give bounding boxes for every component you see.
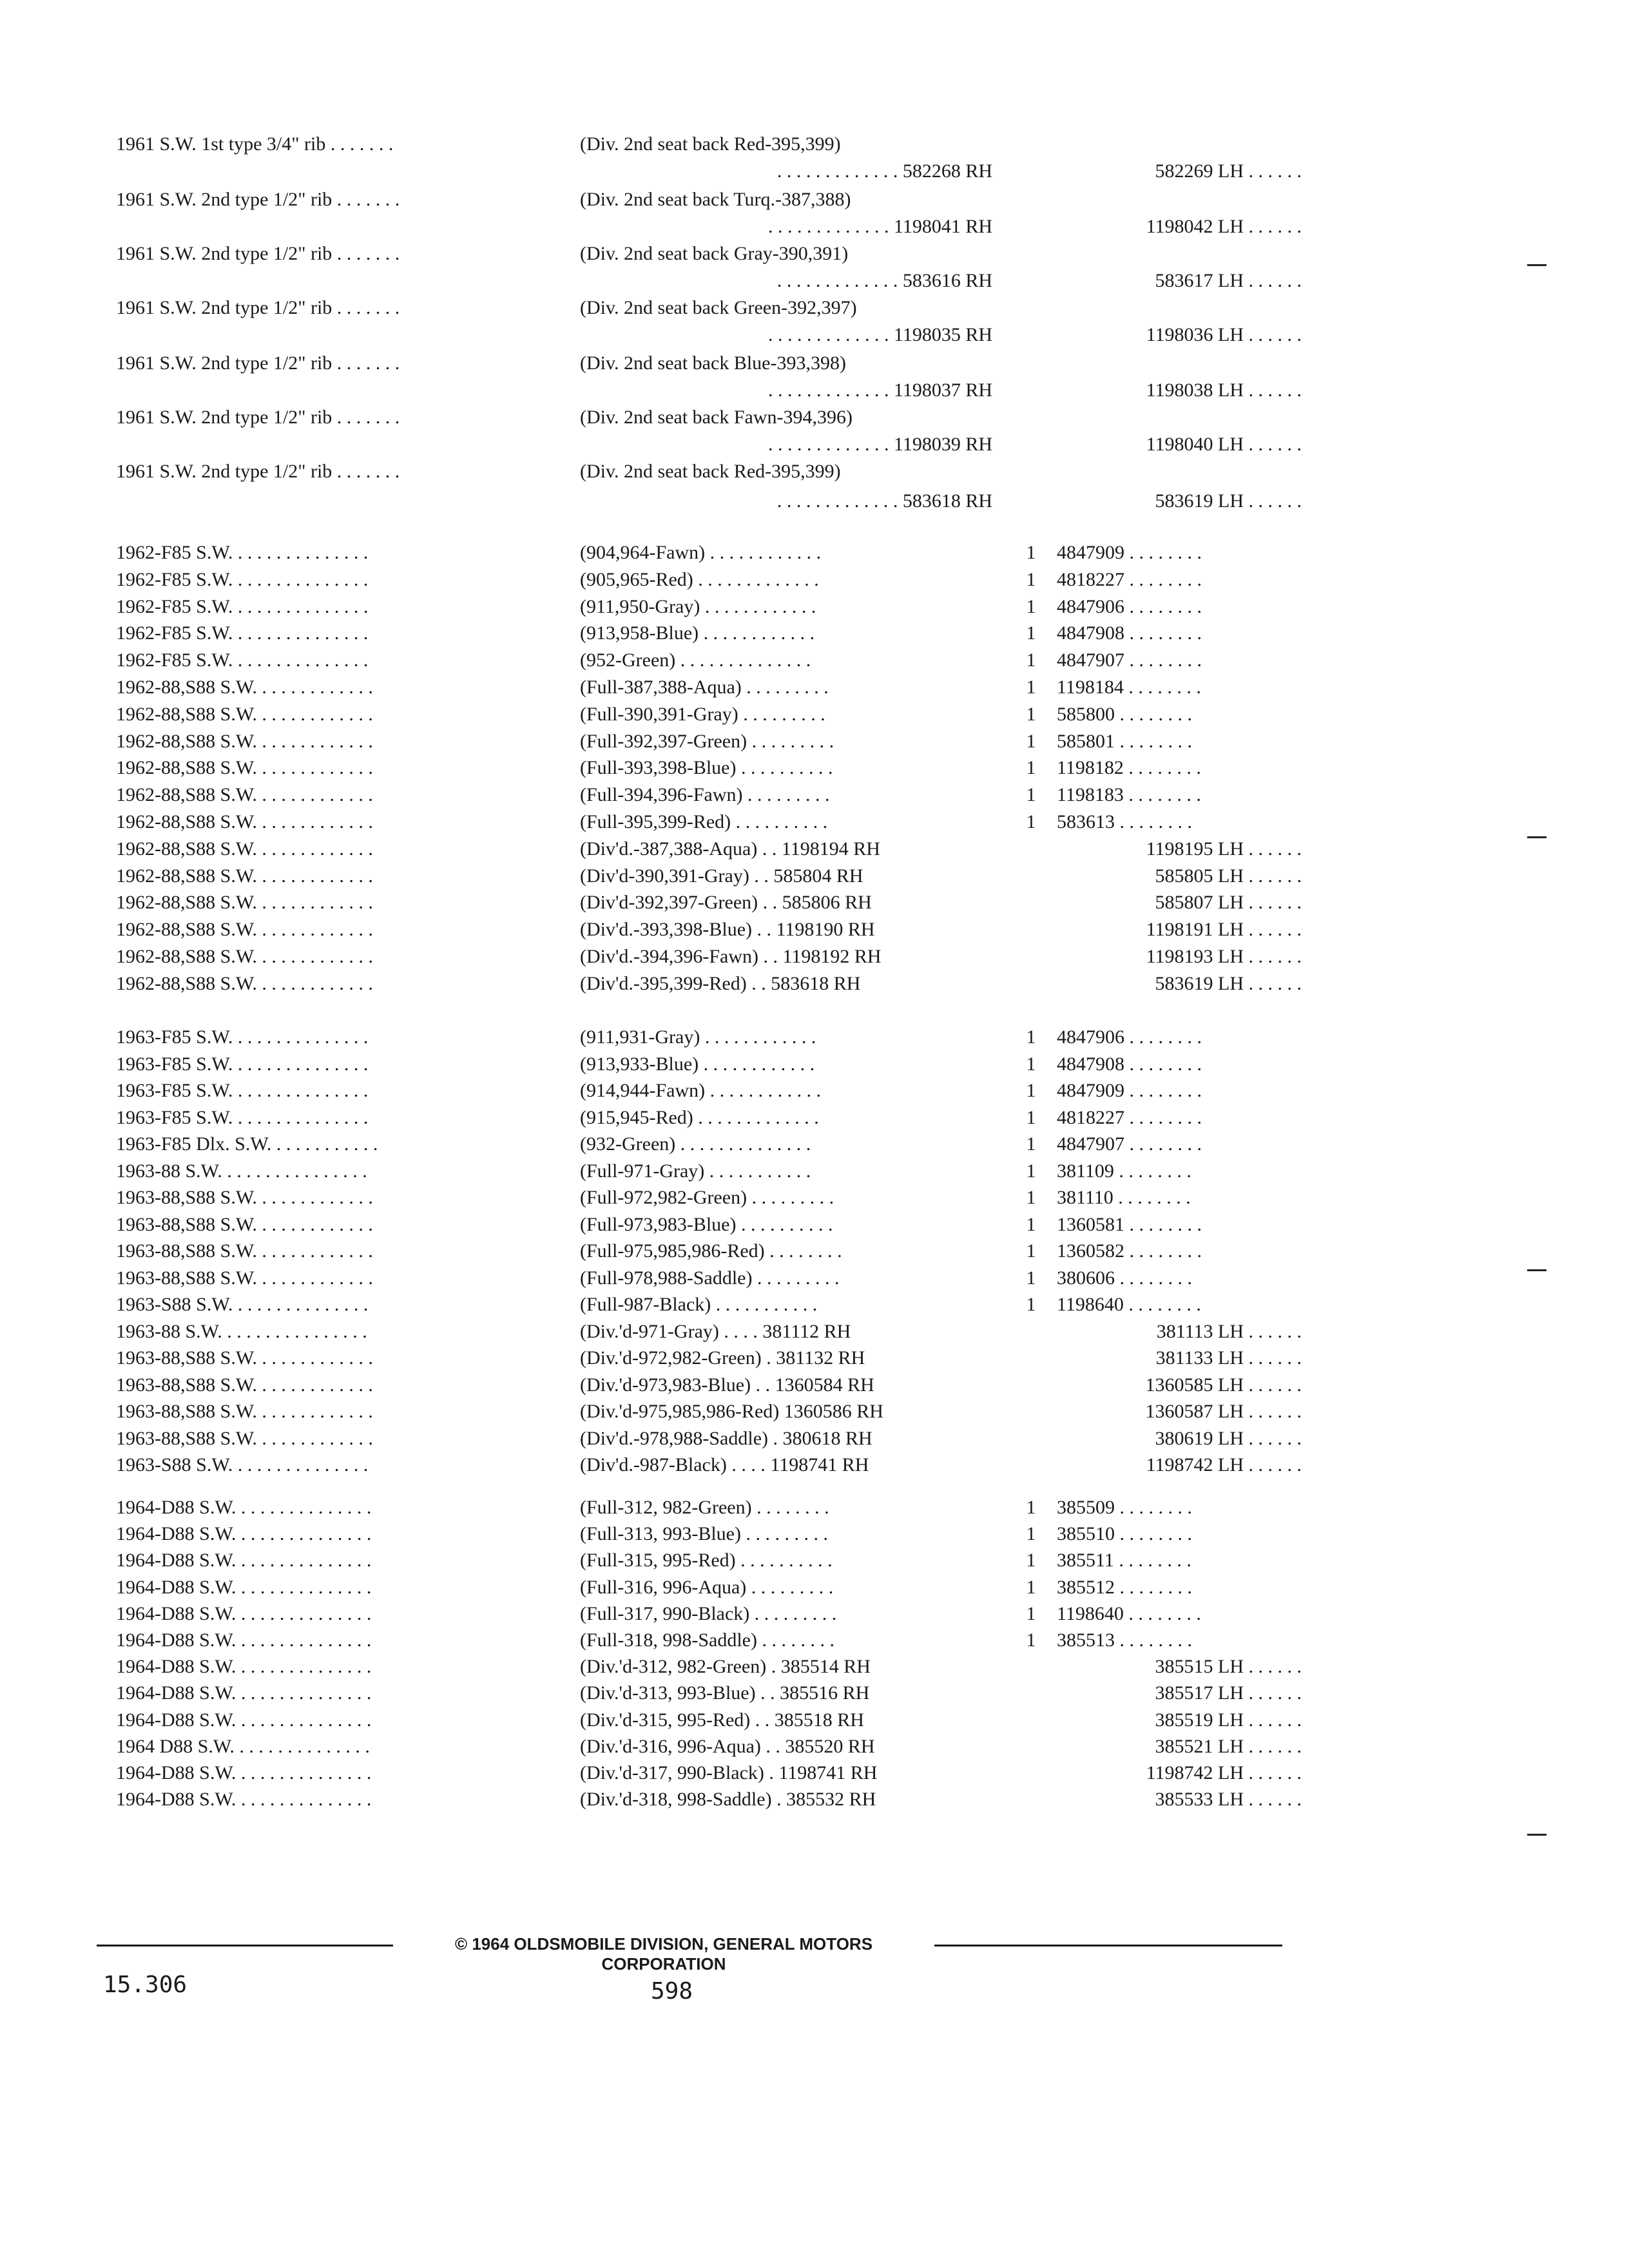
description-cell: (Full-978,988-Saddle) . . . . . . . . . (580, 1267, 840, 1289)
table-row (0, 1626, 1629, 1655)
table-row (0, 1425, 1629, 1453)
part-number-cell: 380606 . . . . . . . . (1057, 1267, 1192, 1289)
quantity-cell: 1 (1026, 1026, 1036, 1048)
model-cell: 1963-88,S88 S.W. . . . . . . . . . . . . (116, 1214, 373, 1235)
page-number: 598 (651, 1978, 693, 2004)
description-cell: (Full-316, 996-Aqua) . . . . . . . . . (580, 1577, 834, 1598)
quantity-cell: 1 (1026, 704, 1036, 725)
part-number-cell: 585801 . . . . . . . . (1057, 731, 1192, 752)
table-row (0, 727, 1629, 756)
table-row (0, 1451, 1629, 1479)
model-cell: 1961 S.W. 2nd type 1/2" rib . . . . . . . (116, 461, 400, 482)
description-cell: (Div.'d-973,983-Blue) . . 1360584 RH (580, 1374, 874, 1396)
model-cell: 1963-F85 S.W. . . . . . . . . . . . . . . (116, 1107, 369, 1128)
table-subrow (0, 487, 1629, 515)
model-cell: 1963-S88 S.W. . . . . . . . . . . . . . . (116, 1294, 369, 1315)
lh-part-cell: 1198742 LH . . . . . . (1146, 1454, 1302, 1475)
table-row (0, 673, 1629, 702)
table-row (0, 754, 1629, 782)
part-number-cell: 1198640 . . . . . . . . (1057, 1294, 1201, 1315)
description-cell: (Full-390,391-Gray) . . . . . . . . . (580, 704, 825, 725)
quantity-cell: 1 (1026, 1133, 1036, 1155)
table-row (0, 970, 1629, 998)
lh-part-cell: 385521 LH . . . . . . (1155, 1736, 1302, 1757)
quantity-cell: 1 (1026, 757, 1036, 778)
table-row (0, 619, 1629, 648)
quantity-cell: 1 (1026, 1550, 1036, 1571)
description-cell: (913,933-Blue) . . . . . . . . . . . . (580, 1053, 815, 1075)
model-cell: 1963-88,S88 S.W. . . . . . . . . . . . . (116, 1374, 373, 1396)
model-cell: 1964-D88 S.W. . . . . . . . . . . . . . . (116, 1497, 372, 1518)
part-number-cell: 1360581 . . . . . . . . (1057, 1214, 1202, 1235)
table-subrow (0, 321, 1629, 349)
model-cell: 1962-88,S88 S.W. . . . . . . . . . . . . (116, 973, 373, 994)
part-number-cell: 4847907 . . . . . . . . (1057, 649, 1202, 671)
lh-part-cell: 1198040 LH . . . . . . (1146, 434, 1302, 455)
description-cell: (Div.'d-975,985,986-Red) 1360586 RH (580, 1401, 883, 1422)
quantity-cell: 1 (1026, 1080, 1036, 1101)
lh-part-cell: 1198036 LH . . . . . . (1146, 324, 1302, 345)
model-cell: 1964-D88 S.W. . . . . . . . . . . . . . . (116, 1603, 372, 1624)
description-cell: (Div'd.-393,398-Blue) . . 1198190 RH (580, 919, 875, 940)
description-cell: (Div.'d-316, 996-Aqua) . . 385520 RH (580, 1736, 875, 1757)
footer-rule (97, 1945, 393, 1946)
description-cell: (Div.'d-315, 995-Red) . . 385518 RH (580, 1709, 864, 1731)
part-number-cell: 1198182 . . . . . . . . (1057, 757, 1201, 778)
description-cell: (Div'd-392,397-Green) . . 585806 RH (580, 892, 872, 913)
quantity-cell: 1 (1026, 1629, 1036, 1651)
table-row (0, 1050, 1629, 1079)
table-row (0, 1494, 1629, 1522)
table-row (0, 889, 1629, 917)
part-number-cell: 385511 . . . . . . . . (1057, 1550, 1191, 1571)
description-cell: (Full-971-Gray) . . . . . . . . . . . (580, 1160, 811, 1182)
model-cell: 1963-F85 Dlx. S.W. . . . . . . . . . . . (116, 1133, 378, 1155)
model-cell: 1964-D88 S.W. . . . . . . . . . . . . . . (116, 1789, 372, 1810)
table-subrow (0, 376, 1629, 405)
model-cell: 1962-F85 S.W. . . . . . . . . . . . . . . (116, 542, 369, 563)
model-cell: 1962-88,S88 S.W. . . . . . . . . . . . . (116, 677, 373, 698)
rh-part-cell: . . . . . . . . . . . . . 583616 RH (776, 270, 992, 291)
model-cell: 1964-D88 S.W. . . . . . . . . . . . . . . (116, 1523, 372, 1544)
lh-part-cell: 385517 LH . . . . . . (1155, 1682, 1302, 1704)
part-number-cell: 4847909 . . . . . . . . (1057, 1080, 1202, 1101)
quantity-cell: 1 (1026, 1187, 1036, 1208)
description-cell: (Full-393,398-Blue) . . . . . . . . . . (580, 757, 833, 778)
part-number-cell: 4847906 . . . . . . . . (1057, 596, 1202, 617)
part-number-cell: 385512 . . . . . . . . (1057, 1577, 1192, 1598)
quantity-cell: 1 (1026, 1240, 1036, 1262)
description-cell: (911,950-Gray) . . . . . . . . . . . . (580, 596, 816, 617)
quantity-cell: 1 (1026, 1577, 1036, 1598)
description-cell: (Full-972,982-Green) . . . . . . . . . (580, 1187, 834, 1208)
quantity-cell: 1 (1026, 1107, 1036, 1128)
description-cell: (905,965-Red) . . . . . . . . . . . . . (580, 569, 819, 590)
description-cell: (Div. 2nd seat back Blue-393,398) (580, 352, 846, 374)
model-cell: 1964-D88 S.W. . . . . . . . . . . . . . . (116, 1629, 372, 1651)
quantity-cell: 1 (1026, 1294, 1036, 1315)
model-cell: 1962-88,S88 S.W. . . . . . . . . . . . . (116, 757, 373, 778)
description-cell: (Full-317, 990-Black) . . . . . . . . . (580, 1603, 837, 1624)
table-row (0, 1520, 1629, 1548)
description-cell: (952-Green) . . . . . . . . . . . . . . (580, 649, 811, 671)
description-cell: (Div. 2nd seat back Red-395,399) (580, 133, 841, 155)
description-cell: (Full-387,388-Aqua) . . . . . . . . . (580, 677, 829, 698)
model-cell: 1962-F85 S.W. . . . . . . . . . . . . . . (116, 596, 369, 617)
table-row (0, 1264, 1629, 1293)
model-cell: 1962-88,S88 S.W. . . . . . . . . . . . . (116, 865, 373, 887)
lh-part-cell: 582269 LH . . . . . . (1155, 160, 1302, 182)
description-cell: (Div.'d-317, 990-Black) . 1198741 RH (580, 1762, 878, 1783)
copyright-notice: © 1964 OLDSMOBILE DIVISION, GENERAL MOTORS CORPORATION (454, 1934, 873, 1974)
model-cell: 1963-88,S88 S.W. . . . . . . . . . . . . (116, 1187, 373, 1208)
rh-part-cell: . . . . . . . . . . . . . 1198039 RH (767, 434, 992, 455)
table-row (0, 1077, 1629, 1105)
quantity-cell: 1 (1026, 1497, 1036, 1518)
lh-part-cell: 583617 LH . . . . . . (1155, 270, 1302, 291)
part-number-cell: 585800 . . . . . . . . (1057, 704, 1192, 725)
table-row (0, 457, 1629, 486)
lh-part-cell: 385533 LH . . . . . . (1155, 1789, 1302, 1810)
rh-part-cell: . . . . . . . . . . . . . 1198037 RH (767, 380, 992, 401)
part-number-cell: 4847909 . . . . . . . . (1057, 542, 1202, 563)
quantity-cell: 1 (1026, 1267, 1036, 1289)
table-row (0, 566, 1629, 594)
model-cell: 1963-F85 S.W. . . . . . . . . . . . . . . (116, 1080, 369, 1101)
lh-part-cell: 583619 LH . . . . . . (1155, 973, 1302, 994)
description-cell: (Div.'d-318, 998-Saddle) . 385532 RH (580, 1789, 876, 1810)
table-row (0, 1653, 1629, 1681)
table-row (0, 539, 1629, 567)
part-number-cell: 1198640 . . . . . . . . (1057, 1603, 1201, 1624)
table-row (0, 349, 1629, 378)
description-cell: (Div.'d-312, 982-Green) . 385514 RH (580, 1656, 871, 1677)
rh-part-cell: . . . . . . . . . . . . . 1198035 RH (767, 324, 992, 345)
description-cell: (Div'd.-387,388-Aqua) . . 1198194 RH (580, 838, 880, 860)
table-row (0, 1157, 1629, 1186)
table-row (0, 943, 1629, 971)
model-cell: 1962-88,S88 S.W. . . . . . . . . . . . . (116, 784, 373, 805)
rh-part-cell: . . . . . . . . . . . . . 583618 RH (776, 490, 992, 512)
description-cell: (Div. 2nd seat back Fawn-394,396) (580, 407, 853, 428)
lh-part-cell: 381113 LH . . . . . . (1156, 1321, 1302, 1342)
description-cell: (Full-318, 998-Saddle) . . . . . . . . (580, 1629, 834, 1651)
margin-mark (1527, 836, 1547, 838)
table-row (0, 1706, 1629, 1735)
lh-part-cell: 583619 LH . . . . . . (1155, 490, 1302, 512)
description-cell: (Div. 2nd seat back Turq.-387,388) (580, 189, 851, 210)
part-number-cell: 385513 . . . . . . . . (1057, 1629, 1192, 1651)
lh-part-cell: 381133 LH . . . . . . (1155, 1347, 1302, 1369)
quantity-cell: 1 (1026, 542, 1036, 563)
model-cell: 1963-88,S88 S.W. . . . . . . . . . . . . (116, 1240, 373, 1262)
description-cell: (915,945-Red) . . . . . . . . . . . . . (580, 1107, 819, 1128)
description-cell: (Div'd.-394,396-Fawn) . . 1198192 RH (580, 946, 882, 967)
part-number-cell: 385510 . . . . . . . . (1057, 1523, 1192, 1544)
table-subrow (0, 267, 1629, 295)
quantity-cell: 1 (1026, 649, 1036, 671)
table-row (0, 1023, 1629, 1052)
model-cell: 1962-F85 S.W. . . . . . . . . . . . . . . (116, 622, 369, 644)
part-number-cell: 381110 . . . . . . . . (1057, 1187, 1191, 1208)
model-cell: 1964-D88 S.W. . . . . . . . . . . . . . . (116, 1577, 372, 1598)
table-row (0, 240, 1629, 268)
table-row (0, 835, 1629, 863)
quantity-cell: 1 (1026, 1160, 1036, 1182)
model-cell: 1963-S88 S.W. . . . . . . . . . . . . . . (116, 1454, 369, 1475)
table-row (0, 1600, 1629, 1628)
model-cell: 1964 D88 S.W. . . . . . . . . . . . . . . (116, 1736, 370, 1757)
part-number-cell: 381109 . . . . . . . . (1057, 1160, 1191, 1182)
model-cell: 1962-88,S88 S.W. . . . . . . . . . . . . (116, 731, 373, 752)
quantity-cell: 1 (1026, 622, 1036, 644)
rh-part-cell: . . . . . . . . . . . . . 582268 RH (776, 160, 992, 182)
table-row (0, 1733, 1629, 1761)
model-cell: 1964-D88 S.W. . . . . . . . . . . . . . . (116, 1550, 372, 1571)
margin-mark (1527, 1834, 1547, 1836)
table-subrow (0, 157, 1629, 186)
model-cell: 1964-D88 S.W. . . . . . . . . . . . . . . (116, 1682, 372, 1704)
table-row (0, 646, 1629, 675)
lh-part-cell: 1198038 LH . . . . . . (1146, 380, 1302, 401)
model-cell: 1962-F85 S.W. . . . . . . . . . . . . . . (116, 649, 369, 671)
lh-part-cell: 1198742 LH . . . . . . (1146, 1762, 1302, 1783)
lh-part-cell: 1198195 LH . . . . . . (1146, 838, 1302, 860)
description-cell: (Div.'d-972,982-Green) . 381132 RH (580, 1347, 865, 1369)
quantity-cell: 1 (1026, 596, 1036, 617)
quantity-cell: 1 (1026, 1603, 1036, 1624)
model-cell: 1963-88 S.W. . . . . . . . . . . . . . . . (116, 1160, 367, 1182)
table-row (0, 781, 1629, 809)
model-cell: 1963-88,S88 S.W. . . . . . . . . . . . . (116, 1428, 373, 1449)
table-row (0, 1237, 1629, 1265)
description-cell: (Div. 2nd seat back Red-395,399) (580, 461, 841, 482)
table-row (0, 862, 1629, 890)
quantity-cell: 1 (1026, 1053, 1036, 1075)
table-row (0, 1679, 1629, 1707)
table-row (0, 1291, 1629, 1319)
description-cell: (Div. 2nd seat back Green-392,397) (580, 297, 857, 318)
table-subrow (0, 213, 1629, 241)
description-cell: (Div'd-390,391-Gray) . . 585804 RH (580, 865, 863, 887)
table-row (0, 403, 1629, 432)
part-number-cell: 1198184 . . . . . . . . (1057, 677, 1201, 698)
model-cell: 1962-88,S88 S.W. . . . . . . . . . . . . (116, 811, 373, 832)
lh-part-cell: 385515 LH . . . . . . (1155, 1656, 1302, 1677)
model-cell: 1964-D88 S.W. . . . . . . . . . . . . . . (116, 1656, 372, 1677)
model-cell: 1962-88,S88 S.W. . . . . . . . . . . . . (116, 946, 373, 967)
margin-mark (1527, 264, 1547, 266)
table-subrow (0, 430, 1629, 459)
quantity-cell: 1 (1026, 569, 1036, 590)
lh-part-cell: 380619 LH . . . . . . (1155, 1428, 1302, 1449)
table-row (0, 186, 1629, 214)
model-cell: 1961 S.W. 1st type 3/4" rib . . . . . . . (116, 133, 394, 155)
table-row (0, 1546, 1629, 1575)
page-code: 15.306 (103, 1972, 188, 1998)
model-cell: 1961 S.W. 2nd type 1/2" rib . . . . . . . (116, 243, 400, 264)
table-row (0, 294, 1629, 322)
description-cell: (Div.'d-313, 993-Blue) . . 385516 RH (580, 1682, 870, 1704)
quantity-cell: 1 (1026, 1214, 1036, 1235)
description-cell: (Div'd.-987-Black) . . . . 1198741 RH (580, 1454, 869, 1475)
part-number-cell: 4847908 . . . . . . . . (1057, 622, 1202, 644)
description-cell: (Full-394,396-Fawn) . . . . . . . . . (580, 784, 830, 805)
model-cell: 1962-88,S88 S.W. . . . . . . . . . . . . (116, 838, 373, 860)
table-row (0, 1130, 1629, 1158)
table-row (0, 593, 1629, 621)
quantity-cell: 1 (1026, 784, 1036, 805)
model-cell: 1963-F85 S.W. . . . . . . . . . . . . . . (116, 1026, 369, 1048)
description-cell: (Full-973,983-Blue) . . . . . . . . . . (580, 1214, 833, 1235)
description-cell: (911,931-Gray) . . . . . . . . . . . . (580, 1026, 816, 1048)
model-cell: 1961 S.W. 2nd type 1/2" rib . . . . . . . (116, 297, 400, 318)
quantity-cell: 1 (1026, 811, 1036, 832)
model-cell: 1964-D88 S.W. . . . . . . . . . . . . . . (116, 1709, 372, 1731)
part-number-cell: 1360582 . . . . . . . . (1057, 1240, 1202, 1262)
rh-part-cell: . . . . . . . . . . . . . 1198041 RH (767, 216, 992, 237)
description-cell: (Div'd.-978,988-Saddle) . 380618 RH (580, 1428, 872, 1449)
lh-part-cell: 1360585 LH . . . . . . (1145, 1374, 1302, 1396)
description-cell: (Full-315, 995-Red) . . . . . . . . . . (580, 1550, 833, 1571)
lh-part-cell: 1198193 LH . . . . . . (1146, 946, 1302, 967)
lh-part-cell: 385519 LH . . . . . . (1155, 1709, 1302, 1731)
model-cell: 1961 S.W. 2nd type 1/2" rib . . . . . . . (116, 407, 400, 428)
model-cell: 1962-88,S88 S.W. . . . . . . . . . . . . (116, 704, 373, 725)
table-row (0, 916, 1629, 944)
table-row (0, 1318, 1629, 1346)
model-cell: 1963-88,S88 S.W. . . . . . . . . . . . . (116, 1267, 373, 1289)
model-cell: 1963-88,S88 S.W. . . . . . . . . . . . . (116, 1401, 373, 1422)
description-cell: (Div'd.-395,399-Red) . . 583618 RH (580, 973, 861, 994)
part-number-cell: 4818227 . . . . . . . . (1057, 1107, 1202, 1128)
model-cell: 1963-F85 S.W. . . . . . . . . . . . . . . (116, 1053, 369, 1075)
model-cell: 1961 S.W. 2nd type 1/2" rib . . . . . . . (116, 189, 400, 210)
footer-rule (934, 1945, 1282, 1946)
description-cell: (Div. 2nd seat back Gray-390,391) (580, 243, 849, 264)
part-number-cell: 4847907 . . . . . . . . (1057, 1133, 1202, 1155)
table-row (0, 1371, 1629, 1399)
description-cell: (932-Green) . . . . . . . . . . . . . . (580, 1133, 811, 1155)
table-row (0, 808, 1629, 836)
description-cell: (914,944-Fawn) . . . . . . . . . . . . (580, 1080, 822, 1101)
part-number-cell: 1198183 . . . . . . . . (1057, 784, 1201, 805)
description-cell: (Full-987-Black) . . . . . . . . . . . (580, 1294, 818, 1315)
table-row (0, 1344, 1629, 1372)
description-cell: (Full-395,399-Red) . . . . . . . . . . (580, 811, 828, 832)
table-row (0, 1104, 1629, 1132)
description-cell: (Div.'d-971-Gray) . . . . 381112 RH (580, 1321, 851, 1342)
description-cell: (913,958-Blue) . . . . . . . . . . . . (580, 622, 815, 644)
lh-part-cell: 1198191 LH . . . . . . (1146, 919, 1302, 940)
description-cell: (904,964-Fawn) . . . . . . . . . . . . (580, 542, 822, 563)
model-cell: 1961 S.W. 2nd type 1/2" rib . . . . . . . (116, 352, 400, 374)
part-number-cell: 4818227 . . . . . . . . (1057, 569, 1202, 590)
model-cell: 1963-88 S.W. . . . . . . . . . . . . . . . (116, 1321, 367, 1342)
table-row (0, 1573, 1629, 1602)
part-number-cell: 4847906 . . . . . . . . (1057, 1026, 1202, 1048)
quantity-cell: 1 (1026, 731, 1036, 752)
description-cell: (Full-975,985,986-Red) . . . . . . . . (580, 1240, 842, 1262)
model-cell: 1963-88,S88 S.W. . . . . . . . . . . . . (116, 1347, 373, 1369)
table-row (0, 130, 1629, 159)
quantity-cell: 1 (1026, 1523, 1036, 1544)
model-cell: 1964-D88 S.W. . . . . . . . . . . . . . . (116, 1762, 372, 1783)
part-number-cell: 583613 . . . . . . . . (1057, 811, 1192, 832)
quantity-cell: 1 (1026, 677, 1036, 698)
table-row (0, 1759, 1629, 1787)
description-cell: (Full-313, 993-Blue) . . . . . . . . . (580, 1523, 828, 1544)
lh-part-cell: 1360587 LH . . . . . . (1145, 1401, 1302, 1422)
model-cell: 1962-88,S88 S.W. . . . . . . . . . . . . (116, 892, 373, 913)
description-cell: (Full-312, 982-Green) . . . . . . . . (580, 1497, 829, 1518)
table-row (0, 1398, 1629, 1426)
lh-part-cell: 585807 LH . . . . . . (1155, 892, 1302, 913)
part-number-cell: 385509 . . . . . . . . (1057, 1497, 1192, 1518)
model-cell: 1962-88,S88 S.W. . . . . . . . . . . . . (116, 919, 373, 940)
table-row (0, 1785, 1629, 1814)
part-number-cell: 4847908 . . . . . . . . (1057, 1053, 1202, 1075)
margin-mark (1527, 1269, 1547, 1271)
model-cell: 1962-F85 S.W. . . . . . . . . . . . . . . (116, 569, 369, 590)
table-row (0, 1184, 1629, 1212)
lh-part-cell: 1198042 LH . . . . . . (1146, 216, 1302, 237)
description-cell: (Full-392,397-Green) . . . . . . . . . (580, 731, 834, 752)
table-row (0, 700, 1629, 729)
lh-part-cell: 585805 LH . . . . . . (1155, 865, 1302, 887)
table-row (0, 1211, 1629, 1239)
